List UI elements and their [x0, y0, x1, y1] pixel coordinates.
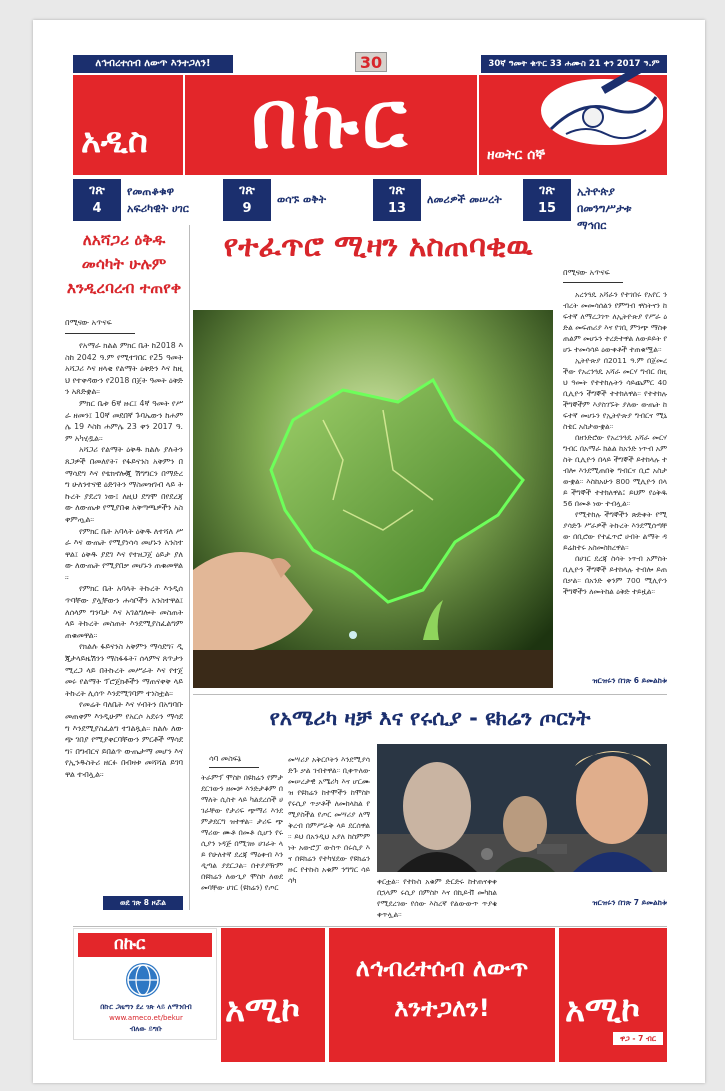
- column-divider: [189, 225, 190, 910]
- bottom-brand-left: [221, 928, 325, 1062]
- website-link[interactable]: www.ameco.et/bekur: [109, 1014, 183, 1022]
- nav-item-page-9[interactable]: [223, 179, 369, 221]
- second-col-1: ትራምፕ ሞስኮ በዩክሬን የምታደርገውን ዘመቻ እንድታቆም በማለት ሲስተ ላይ ካልደረሰች ሀገራቸው የታሪፍ ጭማሪ እንደምታደርግ ዝተዋል። ታሪፍ ጭማሪው ሙቶ በመቶ ሲሆን የሩሲያን ነዳጅ በሚገዙ ሀገራት ላይ የሁለተኛ ደረጃ ማዕቀብ እንዲጣል ያደርጋል። በተያያዥም በዩክሬን ለውጊያ ሞስኮ ለወደመባቸው ሀገር (ዩክሬን) የጦር: [201, 773, 283, 892]
- main-continue-link[interactable]: ዝርዝሩን በገጽ 6 ይመልከቱ: [592, 676, 667, 685]
- masthead-left: [73, 75, 183, 175]
- nav-label-2: ማኅበር: [577, 219, 607, 232]
- globe-icon: [126, 963, 160, 997]
- bottom-slogan-box: [329, 928, 555, 1062]
- nav-code: ገጽ: [239, 183, 255, 198]
- masthead-brand: አዲስ: [81, 121, 148, 161]
- paragraph: የአማራ ክልል ምክር ቤት ከ2018 እስከ 2042 ዓ.ም የሚተገበር የ25 ዓመት አሻጋሪ እና ዘላቂ የልማት ዕቅድን እና ከዚህ የተቀዳውን የ2018 በጀት ዓመት ዕቅድን አጸድቋል።: [65, 341, 183, 397]
- main-body: [563, 289, 667, 597]
- paragraph: በሀገር ደረጃ ስሳት ነጥብ አምስት ቢሊዮን ችግኞች ይተከላሉ ተብሎ ይጠበቃል። በአንድ ቀንም 700 ሚሊዮን ችግኞችን ለመትከል ዕቅድ ተይዟል።: [563, 554, 667, 596]
- nav-num: 13: [387, 201, 407, 216]
- ethiopia-map-sapling-photo: [193, 310, 553, 688]
- paragraph: የሚተከሉ ችግኞችን ጽድቀት የሚያሳድጉ ሥራዎች ትኩረት እንደሚሰጣቸው በቢሮው የተፈጥሮ ሀብት ልማት ዳይሬክተሩ አስመስክረዋል።: [563, 510, 667, 552]
- nav-code: ገጽ: [389, 183, 405, 198]
- paragraph: በዘንድሮው የአረንጓዴ አሻራ መርሃ ግብር በአማራ ክልል ከአንድ ነጥብ አምስት ቢሊዮን በላይ ችግኞች ይተከላሉ ተብሎ እንደሚጠበቅ ግብርና ቢሮ አስታውቋል። እስከአሁን 800 ሚሊዮን በላይ ችግኞች ተተክለዋል፤ ይህም የዕቅዱ 56 በመቶ ነው ተብሏል።: [563, 433, 667, 508]
- masthead-center: [183, 75, 479, 175]
- masthead-frequency: ዘወትር ሰኞ: [487, 147, 546, 163]
- logo-caption: በኩር ጋዜጣን ደረ ገጽ ላይ ለማንበብ: [100, 1003, 192, 1011]
- nav-code: ገጽ: [539, 183, 555, 198]
- paragraph: የመሬት ባለቤት እና ሃብትን በአግባቡ መጠቀም እንዲሁም የአርሶ አደሩን ማሳደግ እንደሚያስፈልግ ተገልጿል። ክልሉ ለውጭ ገበያ የሚያቀርባቸውን ምርቶች ማሳደግ፣ በግብርና ይበልጥ ውጤታማ መሆን እና የኢንዱስትሪ ዘርፉ በብዛቱ መሻሻል ይገባዋል ተብሏል።: [65, 700, 183, 779]
- masthead-right: [479, 75, 667, 175]
- nav-label: ለመሪዎች መሠረት: [427, 193, 502, 206]
- main-byline: በሚናው አጥናፍ: [563, 268, 610, 277]
- nav-label: ኢትዮጵያ በመንግሥታቱ: [577, 185, 632, 215]
- byline-rule: [209, 767, 259, 768]
- byline-rule: [563, 282, 623, 283]
- nav-num: 15: [537, 201, 557, 216]
- second-continue-link[interactable]: ዝርዝሩን በገጽ 7 ይመልከቱ: [592, 898, 667, 907]
- issue-info: 30ኛ ዓመት ቁጥር 33 ሐሙስ 21 ቀን 2017 ዓ.ም: [481, 55, 667, 73]
- paragraph: የክልሉ ፋይናንስ አቅምን ማሳደግ፣ ዲጂታላይዜሽንን ማስፋፋት፣ ሰላምና ጸጥታን ሚረጋ ላይ በትኩረት መሥራት እና የተጀመሩ የልማት ፕሮጀክቶችን ማጠናቀቅ ላይ ትኩረት ሊሰጥ እንደሚገባም ተነስቷል።: [65, 642, 183, 698]
- main-article: [563, 268, 667, 673]
- byline-rule: [65, 333, 135, 334]
- left-continue-link[interactable]: ወደ ገጽ 8 ዞሯል: [103, 896, 183, 910]
- nav-item-page-4[interactable]: [73, 179, 219, 221]
- nav-label: የመጠቆቁዋ: [127, 185, 175, 198]
- left-body: [65, 340, 183, 781]
- bottom-logo-box: [73, 928, 217, 1040]
- slogan-line-2: እንተጋለን!: [394, 994, 490, 1022]
- bottom-divider: [73, 926, 667, 927]
- brand-left-text: አሚኮ: [225, 990, 301, 1030]
- masthead-title: በኩር: [251, 73, 411, 166]
- section-divider: [193, 694, 667, 695]
- paragraph: አረንጓዴ አሻራን የተገበሩ የአየር ንብረት መመሳሰልን የምግብ ዋስትናን ከፍተኛ ለማረጋገጥ ለኢትዮጵያ የሥራ ዕድል መፍጠሪያ እና የገቢ ምንጭ ማስቀጠልም መሆኑን ተረድተዋል ለውይይት የሆኑ ተመሳሳይ ዕውቀቶች ተጠቁሟል።: [563, 290, 667, 354]
- paragraph: ኢትዮጵያ በ2011 ዓ.ም በጀመረችው የአረንጓዴ አሻራ መርሃ ግብር በዚህ ዓመት የተተከሉትን ሳይጨምር 40 ቢሊዮን ችግኞች ተተክለዋል። የተተከሉ ችግኞችም እያስገኙት ያለው ውጤት ከፍተኛ መሆኑን የኢትዮጵያ ግብርና ሚኒስቴር አስታውቋል።: [563, 356, 667, 431]
- nav-num: 4: [92, 201, 102, 216]
- nav-label-2: አፍሪካዊት ሀገር: [127, 202, 189, 215]
- cta-text: ብለው ይግቡ: [129, 1025, 163, 1033]
- paragraph: አሻጋሪ የልማት ዕቅዱ ክልሉ ያሉትን ጸጋዎች በመለየት፣ የፋይናንስ አቅምን በማሳደግ እና የቴክኖሎጂ ሽግግርን በማድረግ ሁለንተናዊ ዕድገትን ማስመዝገብ ላይ ትኩረት ያደረገ ነው፤ ለዚህ ደግሞ በየደረጃው ለውጤቱ የሚያበቁ አቅጣጫዎችን አስቀምጧል።: [65, 445, 183, 524]
- mini-masthead: [78, 933, 212, 957]
- left-headline: ለአሻጋሪ ዕቅዱ መሳካት ሁሉም እንዲረባረብ ተጠየቀ: [66, 231, 182, 297]
- second-byline: ሳባ መስፍኔ: [209, 754, 242, 763]
- price-badge: ዋጋ - 7 ብር: [613, 1032, 663, 1045]
- main-headline: የተፈጥሮ ሚዛን አስጠባቂዉ: [223, 229, 533, 264]
- mini-masthead-title: በኩር: [114, 934, 146, 954]
- nav-num: 9: [242, 201, 252, 216]
- second-col-2: መሣሪያ አቅርቦትን እንደሚያሳድጉ ቃል ገብተዋል። ቢቀጥለው መሠረታዊ አሜሪካ እና ሆርሙዝ የዩክሬን ከተሞችን ከሞስኮ የሩሲያ ጥቃቶች ለመከላከል የሚያስችል የጦር መሣሪያ ለማቅረብ በምሥራቅ ላይ ደርሰዋል። ይህ በአንዲህ አያለ ከስምምነት አውሮፓ ውስጥ በሩሲያ እና በዩክሬን የተካሄደው የዩክሬን ዙር የተኩስ አቁም ንግግር ሳይሳካ: [288, 755, 370, 885]
- slogan-line-1: ለኅብረተሰብ ለውጥ: [355, 954, 529, 982]
- nav-item-page-13[interactable]: [373, 179, 519, 221]
- left-byline: በሚናው አጥናፍ: [65, 318, 112, 327]
- left-article: [65, 222, 183, 912]
- page-number: 30: [355, 52, 387, 72]
- brand-right-text: አሚኮ: [565, 990, 641, 1030]
- second-col-3: ቀርቷል። የተኩስ አቁም ድርድሩ ከተጠናቀቀ በኋላም ሩሲያ በምስኮ እና በኪይቭ መካከል የሚደረገው የሰው እስረኛ የልውውጥ ጥያቄ ቀጥሏል።: [377, 877, 497, 919]
- leaders-collage-photo: [377, 744, 667, 872]
- paragraph: የምክር ቤት አባላት ትኩረት እንዲሰጥባቸው ያሏቸውን ሐሳቦችን አንስተዋል፤ ለሰላም ግንባታ እና አገልግሎት መስጠት ላይ ትኩረት መስጠት እንደሚያስፈልግም ጠቁመዋል።: [65, 584, 183, 640]
- nav-code: ገጽ: [89, 183, 105, 198]
- newspaper-page: [33, 20, 705, 1083]
- writing-hand-illustration: [541, 79, 663, 145]
- second-headline: የአሜሪካ ዛቻ እና የሩሲያ - ዩክሬን ጦርነት: [269, 706, 591, 730]
- nav-label: ወሳኙ ወቅት: [277, 193, 327, 206]
- paragraph: ምክር ቤቱ 6ኛ ዙር፤ 4ኛ ዓመት የሥራ ዘመን፤ 10ኛ መደበኛ ጉባኤውን ከሐምሌ 19 እስከ ሐምሌ 23 ቀን 2017 ዓ.ም አካሂዷል።: [65, 398, 183, 443]
- nav-item-page-15[interactable]: [523, 179, 669, 232]
- header-slogan: ለኅብረተሰብ ለውጥ እንተጋለን!: [73, 55, 233, 73]
- paragraph: የምክር ቤት አባላት ዕቅዱ ለተሻለ ሥራ እና ውጤት የሚያነሳሳ መሆኑን አንስተዋል፤ ዕቅዱ ያደገ እና የተዘጋጀ ዕይታ ያለው ለውጤት የሚያበቃ መሆኑን ጠቁመዋል።: [65, 526, 183, 582]
